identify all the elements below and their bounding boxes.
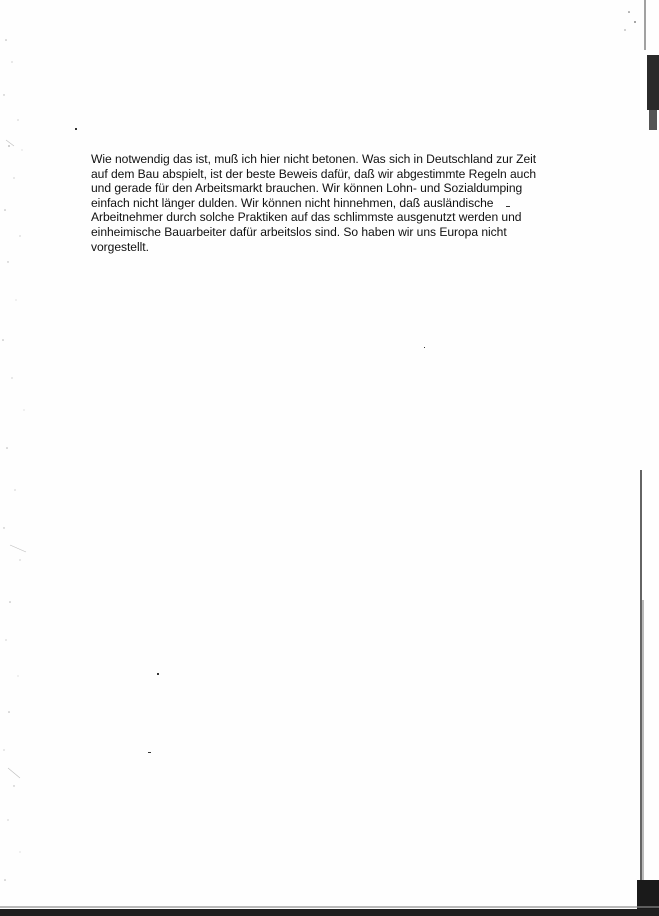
scan-edge-right: [619, 0, 659, 916]
stray-speck: [157, 673, 159, 675]
stray-speck: [424, 347, 425, 348]
scan-edge-bottom: [0, 900, 659, 916]
stray-speck: [75, 128, 77, 130]
body-paragraph: Wie notwendig das ist, muß ich hier nicht betonen. Was sich in Deutschland zur Zeit auf dem Bau abspielt, ist der beste Beweis dafür, daß wir abgestimmte Regeln auch und gerade für den Arbeitsmarkt brauchen. Wir können Lohn- und Sozialdumping einfach nicht länger dulden. Wir können nicht hinnehmen, daß ausländische Arbeitnehmer durch solche Praktiken auf das schlimmste ausgenutzt werden und einheimische Bauarbeiter dafür arbeitslos sind. So haben wir uns Europa nicht vorgestellt.: [91, 152, 537, 254]
stray-speck: [148, 752, 151, 753]
scan-speckle-left: [0, 0, 36, 916]
